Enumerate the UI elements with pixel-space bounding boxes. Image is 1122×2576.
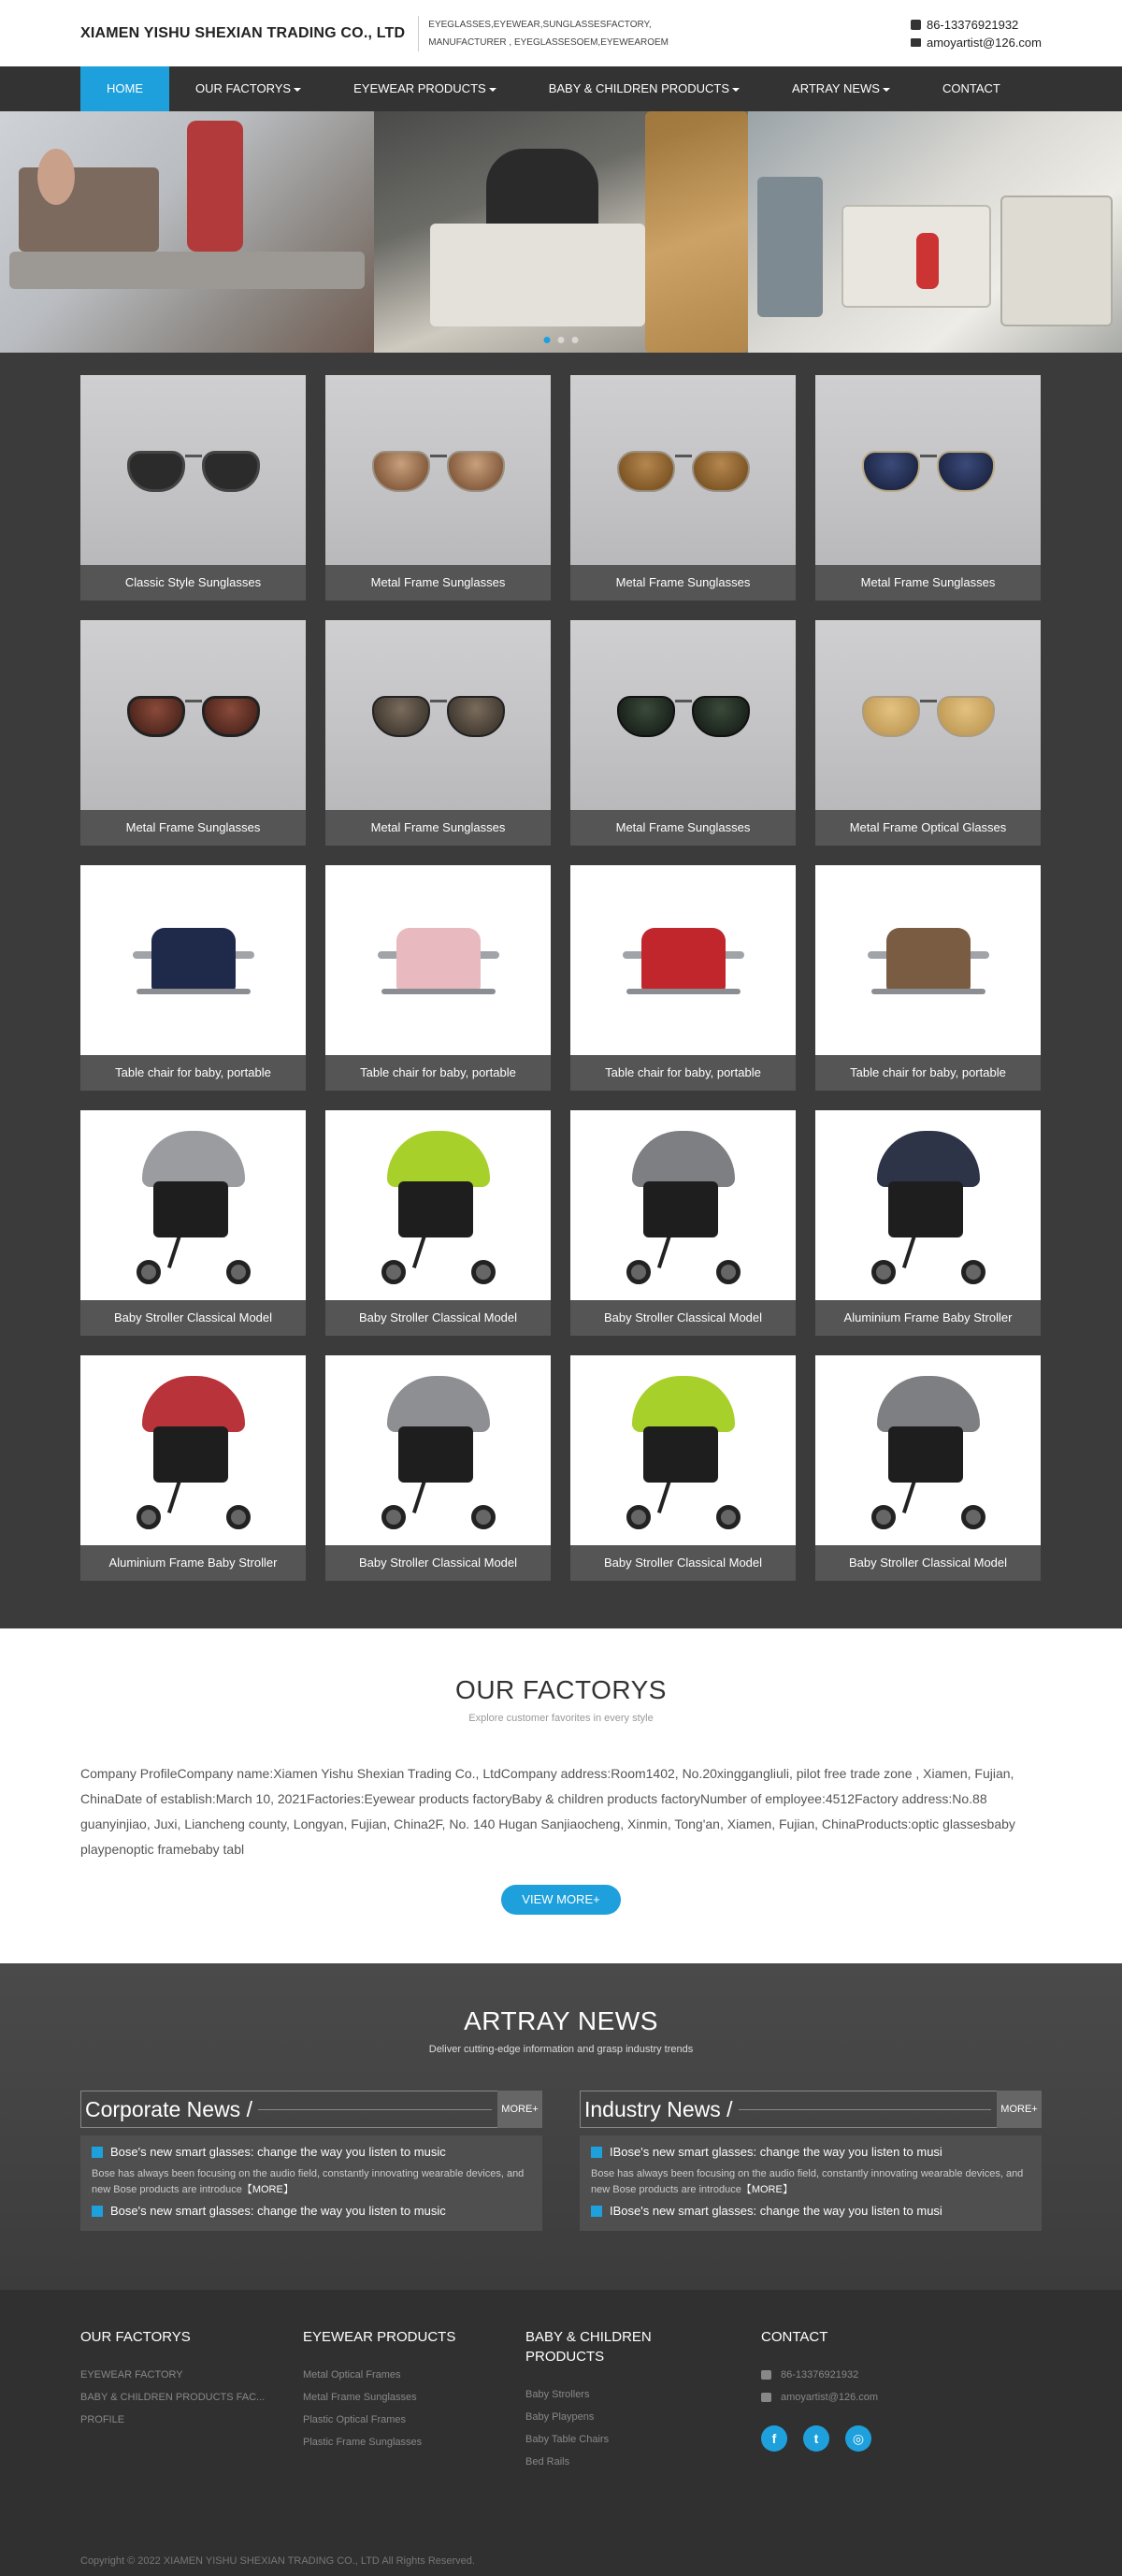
- product-image: [570, 1355, 796, 1545]
- product-image: [80, 620, 306, 810]
- bullet-square-icon: [591, 2147, 602, 2158]
- instagram-icon[interactable]: ◎: [845, 2425, 871, 2452]
- product-caption: Table chair for baby, portable: [815, 1055, 1041, 1091]
- footer-col-title: OUR FACTORYS: [80, 2329, 191, 2345]
- product-card[interactable]: [325, 620, 551, 846]
- product-caption: Baby Stroller Classical Model: [570, 1300, 796, 1336]
- banner-dot-2[interactable]: [558, 337, 565, 343]
- footer-col-contact: [761, 2327, 984, 2473]
- nav-item-artray-news[interactable]: ARTRAY NEWS: [766, 66, 916, 111]
- phone-icon: [911, 20, 921, 30]
- tagline-line-1: EYEGLASSES,EYEWEAR,SUNGLASSESFACTORY,: [428, 19, 652, 30]
- corporate-news-more-button[interactable]: MORE+: [497, 2091, 542, 2128]
- product-card[interactable]: [815, 375, 1041, 601]
- news-link[interactable]: Bose's new smart glasses: change the way you listen to music: [92, 2204, 531, 2218]
- company-profile-text: Company ProfileCompany name:Xiamen Yishu Shexian Trading Co., LtdCompany address:Room1402, No.20xinggangliuli, pilot free trade zone , Xiamen, Fujian, ChinaDate of establish:March 10, 2021Factories:Eyewear products factoryBaby & children products factoryNumber of employee:4512Factory address:No.88 guanyinjiao, Juxi, Liancheng county, Longyan, Fujian, China2F, No. 140 Hugan Sanjiaocheng, Xinmin, Tong'an, Xiamen, Fujian, ChinaProducts:optic glassesbaby playpenoptic framebaby tabl: [80, 1766, 1015, 1857]
- top-header: [0, 0, 1122, 66]
- product-image: [325, 865, 551, 1055]
- twitter-icon[interactable]: t: [803, 2425, 829, 2452]
- product-caption: Aluminium Frame Baby Stroller: [815, 1300, 1041, 1336]
- product-caption: Metal Frame Sunglasses: [570, 810, 796, 846]
- product-card[interactable]: [325, 865, 551, 1091]
- facebook-icon[interactable]: f: [761, 2425, 787, 2452]
- product-caption: Classic Style Sunglasses: [80, 565, 306, 601]
- product-card[interactable]: [80, 865, 306, 1091]
- bullet-square-icon: [92, 2206, 103, 2217]
- product-image: [570, 1110, 796, 1300]
- caret-down-icon: [732, 88, 740, 92]
- brand-name[interactable]: XIAMEN YISHU SHEXIAN TRADING CO., LTD: [80, 16, 419, 51]
- product-card[interactable]: [325, 375, 551, 601]
- banner-dot-1[interactable]: [544, 337, 551, 343]
- footer-link[interactable]: Baby Strollers: [525, 2389, 590, 2400]
- news-description: Bose has always been focusing on the audio field, constantly innovating wearable devices, and new Bose products are introduce【MORE】: [92, 2168, 525, 2195]
- products-section: [0, 353, 1122, 1628]
- banner-factory-photo-3: [748, 111, 1122, 353]
- product-image: [80, 865, 306, 1055]
- industry-news-heading[interactable]: Industry News /: [584, 2096, 733, 2121]
- news-link[interactable]: Bose's new smart glasses: change the way you listen to music: [92, 2145, 531, 2159]
- footer-link[interactable]: EYEWEAR FACTORY: [80, 2369, 183, 2381]
- caret-down-icon: [294, 88, 301, 92]
- product-card[interactable]: [325, 1110, 551, 1336]
- product-card[interactable]: [80, 1110, 306, 1336]
- header-phone: 86-13376921932: [926, 17, 1019, 32]
- news-link[interactable]: IBose's new smart glasses: change the way you listen to musi: [591, 2204, 1030, 2218]
- product-caption: Metal Frame Sunglasses: [325, 565, 551, 601]
- product-image: [570, 375, 796, 565]
- tagline-line-2: MANUFACTURER , EYEGLASSESOEM,EYEWEAROEM: [428, 36, 669, 48]
- banner-factory-photo-1: [0, 111, 374, 353]
- footer-col-factorys: [80, 2327, 303, 2473]
- footer-phone: 86-13376921932: [781, 2369, 859, 2381]
- product-card[interactable]: [325, 1355, 551, 1581]
- product-caption: Baby Stroller Classical Model: [815, 1545, 1041, 1581]
- footer-link[interactable]: Baby Table Chairs: [525, 2434, 610, 2445]
- product-image: [570, 620, 796, 810]
- product-caption: Metal Frame Sunglasses: [80, 810, 306, 846]
- nav-item-baby-children-products[interactable]: BABY & CHILDREN PRODUCTS: [523, 66, 766, 111]
- bullet-square-icon: [92, 2147, 103, 2158]
- product-caption: Baby Stroller Classical Model: [325, 1300, 551, 1336]
- news-title: ARTRAY NEWS: [464, 2006, 658, 2035]
- main-nav: [0, 66, 1122, 111]
- product-image: [325, 375, 551, 565]
- mail-icon: [761, 2393, 771, 2402]
- news-more-link[interactable]: 【MORE】: [241, 2184, 294, 2195]
- product-card[interactable]: [815, 620, 1041, 846]
- product-image: [80, 1355, 306, 1545]
- hero-banner[interactable]: [0, 111, 1122, 353]
- product-image: [325, 620, 551, 810]
- site-footer: [0, 2290, 1122, 2576]
- news-section: [0, 1963, 1122, 2290]
- corporate-news-column: [80, 2091, 542, 2231]
- product-caption: Table chair for baby, portable: [80, 1055, 306, 1091]
- header-email[interactable]: amoyartist@126.com: [926, 35, 1042, 50]
- product-caption: Table chair for baby, portable: [570, 1055, 796, 1091]
- industry-news-more-button[interactable]: MORE+: [997, 2091, 1042, 2128]
- product-caption: Metal Frame Optical Glasses: [815, 810, 1041, 846]
- product-image: [570, 865, 796, 1055]
- footer-col-title: EYEWEAR PRODUCTS: [303, 2329, 456, 2345]
- product-caption: Metal Frame Sunglasses: [325, 810, 551, 846]
- product-caption: Baby Stroller Classical Model: [325, 1545, 551, 1581]
- product-card[interactable]: [80, 375, 306, 601]
- product-caption: Baby Stroller Classical Model: [570, 1545, 796, 1581]
- copyright-text: Copyright © 2022 XIAMEN YISHU SHEXIAN TRADING CO., LTD All Rights Reserved.: [80, 2555, 475, 2567]
- product-card[interactable]: [570, 865, 796, 1091]
- footer-link[interactable]: Plastic Frame Sunglasses: [303, 2437, 423, 2448]
- footer-link[interactable]: Baby Playpens: [525, 2411, 595, 2423]
- product-image: [815, 865, 1041, 1055]
- product-card[interactable]: [570, 620, 796, 846]
- product-card[interactable]: [570, 1355, 796, 1581]
- product-caption: Baby Stroller Classical Model: [80, 1300, 306, 1336]
- nav-item-home[interactable]: HOME: [80, 66, 169, 111]
- nav-item-contact[interactable]: CONTACT: [942, 81, 1000, 95]
- nav-item-eyewear-products[interactable]: EYEWEAR PRODUCTS: [327, 66, 523, 111]
- tagline: [419, 16, 671, 51]
- caret-down-icon: [883, 88, 890, 92]
- product-card[interactable]: [570, 1110, 796, 1336]
- product-caption: Metal Frame Sunglasses: [815, 565, 1041, 601]
- product-image: [815, 1110, 1041, 1300]
- footer-col-title: CONTACT: [761, 2329, 828, 2345]
- phone-icon: [761, 2370, 771, 2380]
- mail-icon: [911, 38, 921, 47]
- footer-link[interactable]: Metal Optical Frames: [303, 2369, 401, 2381]
- product-caption: Metal Frame Sunglasses: [570, 565, 796, 601]
- product-image: [325, 1110, 551, 1300]
- news-subtitle: Deliver cutting-edge information and grasp industry trends: [428, 2044, 694, 2055]
- product-image: [325, 1355, 551, 1545]
- product-image: [80, 375, 306, 565]
- header-contact: [911, 16, 1042, 51]
- banner-factory-photo-2: [374, 111, 748, 353]
- footer-link[interactable]: Metal Frame Sunglasses: [303, 2392, 417, 2403]
- footer-col-title: BABY & CHILDREN PRODUCTS: [525, 2329, 652, 2365]
- footer-link[interactable]: Plastic Optical Frames: [303, 2414, 407, 2425]
- product-card[interactable]: [80, 620, 306, 846]
- product-card[interactable]: [815, 1110, 1041, 1336]
- banner-pagination: [544, 337, 579, 343]
- bullet-square-icon: [591, 2206, 602, 2217]
- footer-link[interactable]: PROFILE: [80, 2414, 125, 2425]
- factorys-section: [0, 1628, 1122, 1963]
- footer-link[interactable]: BABY & CHILDREN PRODUCTS FAC...: [80, 2392, 266, 2403]
- product-card[interactable]: [80, 1355, 306, 1581]
- nav-item-our-factorys[interactable]: OUR FACTORYS: [169, 66, 327, 111]
- view-more-button[interactable]: VIEW MORE+: [501, 1885, 621, 1915]
- factorys-subtitle: Explore customer favorites in every style: [468, 1713, 654, 1724]
- news-more-link[interactable]: 【MORE】: [741, 2184, 793, 2195]
- product-card[interactable]: [570, 375, 796, 601]
- footer-col-eyewear: [303, 2327, 525, 2473]
- factorys-title: OUR FACTORYS: [455, 1675, 667, 1704]
- industry-news-column: [580, 2091, 1042, 2231]
- product-grid: [80, 375, 1042, 1581]
- news-link[interactable]: IBose's new smart glasses: change the way you listen to musi: [591, 2145, 1030, 2159]
- caret-down-icon: [489, 88, 496, 92]
- footer-email[interactable]: amoyartist@126.com: [781, 2392, 879, 2403]
- footer-link[interactable]: Bed Rails: [525, 2456, 570, 2467]
- product-image: [815, 620, 1041, 810]
- product-caption: Aluminium Frame Baby Stroller: [80, 1545, 306, 1581]
- corporate-news-heading[interactable]: Corporate News /: [85, 2096, 252, 2121]
- product-image: [815, 375, 1041, 565]
- product-image: [815, 1355, 1041, 1545]
- footer-col-baby: [525, 2327, 761, 2473]
- banner-dot-3[interactable]: [572, 337, 579, 343]
- social-links: [761, 2425, 984, 2452]
- product-caption: Table chair for baby, portable: [325, 1055, 551, 1091]
- news-description: Bose has always been focusing on the audio field, constantly innovating wearable devices, and new Bose products are introduce【MORE】: [591, 2168, 1024, 2195]
- product-image: [80, 1110, 306, 1300]
- product-card[interactable]: [815, 1355, 1041, 1581]
- product-card[interactable]: [815, 865, 1041, 1091]
